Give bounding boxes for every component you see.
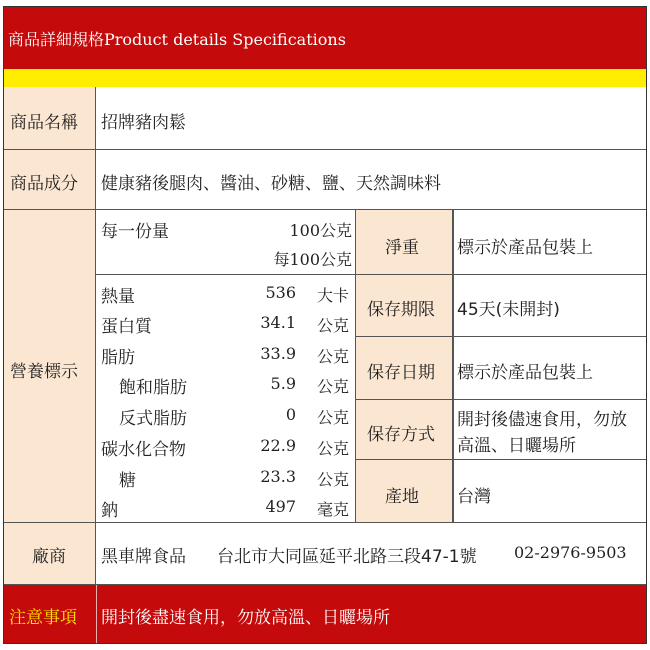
- spec-value-net-weight: 標示於產品包裝上: [457, 238, 593, 258]
- spec-label-origin: 產地: [385, 487, 419, 507]
- nutrient-name: 反式脂肪: [119, 409, 187, 429]
- nutrient-value: 33.9: [260, 344, 296, 363]
- column-divider: [453, 210, 454, 522]
- nutrient-unit: 公克: [317, 439, 350, 458]
- row-divider: [4, 149, 646, 150]
- row-divider: [96, 274, 646, 275]
- spec-value-storage-line2: 高溫、日曬場所: [457, 436, 576, 456]
- nutrient-value: 0: [285, 405, 296, 424]
- manufacturer-label: 廠商: [32, 547, 66, 567]
- nutrient-value: 23.3: [260, 467, 296, 486]
- spec-table: [3, 6, 647, 644]
- spec-value-expiry-date: 標示於產品包裝上: [457, 363, 593, 383]
- header-title: 商品詳細規格Product details Specifications: [8, 30, 346, 49]
- yellow-stripe: [4, 69, 646, 87]
- spec-value-storage-line1: 開封後儘速食用，勿放: [457, 410, 627, 430]
- nutrition-label: 營養標示: [10, 362, 78, 382]
- nutrient-name: 碳水化合物: [101, 440, 186, 460]
- nutrient-name: 熱量: [101, 287, 135, 307]
- nutrient-value: 5.9: [270, 374, 296, 393]
- nutrient-value: 536: [265, 283, 296, 302]
- product-name-value: 招牌豬肉鬆: [101, 113, 186, 133]
- notice-label: 注意事項: [9, 608, 77, 628]
- row-divider: [355, 459, 646, 460]
- nutrient-unit: 公克: [317, 408, 350, 427]
- nutrient-name: 鈉: [101, 501, 118, 521]
- manufacturer-name: 黑車牌食品: [101, 547, 186, 567]
- row-divider: [4, 522, 646, 523]
- row-divider: [355, 336, 646, 337]
- nutrient-value: 497: [265, 497, 296, 516]
- nutrient-unit: 公克: [317, 316, 350, 335]
- serving-size-value: 100公克: [289, 221, 352, 240]
- ingredients-label: 商品成分: [10, 174, 78, 194]
- product-name-label: 商品名稱: [10, 113, 78, 133]
- nutrient-name: 脂肪: [101, 348, 135, 368]
- nutrient-unit: 大卡: [317, 286, 350, 305]
- serving-size-label: 每一份量: [101, 222, 169, 242]
- per-100g-label: 每100公克: [273, 250, 352, 269]
- nutrient-unit: 公克: [317, 347, 350, 366]
- spec-label-net-weight: 淨重: [385, 238, 419, 258]
- spec-value-origin: 台灣: [457, 487, 491, 507]
- nutrient-unit: 公克: [317, 377, 350, 396]
- manufacturer-phone: 02-2976-9503: [514, 543, 627, 562]
- spec-label-storage: 保存方式: [367, 425, 435, 445]
- nutrient-value: 22.9: [260, 436, 296, 455]
- manufacturer-address: 台北市大同區延平北路三段47-1號: [217, 547, 477, 567]
- header-bar: [4, 7, 646, 69]
- nutrient-name: 飽和脂肪: [119, 378, 187, 398]
- notice-separator: [96, 585, 97, 643]
- row-divider: [4, 209, 646, 210]
- nutrient-name: 蛋白質: [101, 317, 152, 337]
- spec-label-expiry-date: 保存日期: [367, 363, 435, 383]
- nutrient-value: 34.1: [260, 313, 296, 332]
- nutrient-unit: 毫克: [317, 500, 350, 519]
- spec-label-shelf-life: 保存期限: [367, 300, 435, 320]
- notice-bar: [4, 585, 646, 643]
- row-divider: [355, 399, 646, 400]
- ingredients-value: 健康豬後腿肉、醬油、砂糖、鹽、天然調味料: [101, 174, 441, 194]
- nutrient-unit: 公克: [317, 470, 350, 489]
- nutrient-name: 糖: [119, 471, 136, 491]
- spec-value-shelf-life: 45天(未開封): [457, 300, 560, 320]
- notice-text: 開封後盡速食用，勿放高溫、日曬場所: [101, 608, 390, 628]
